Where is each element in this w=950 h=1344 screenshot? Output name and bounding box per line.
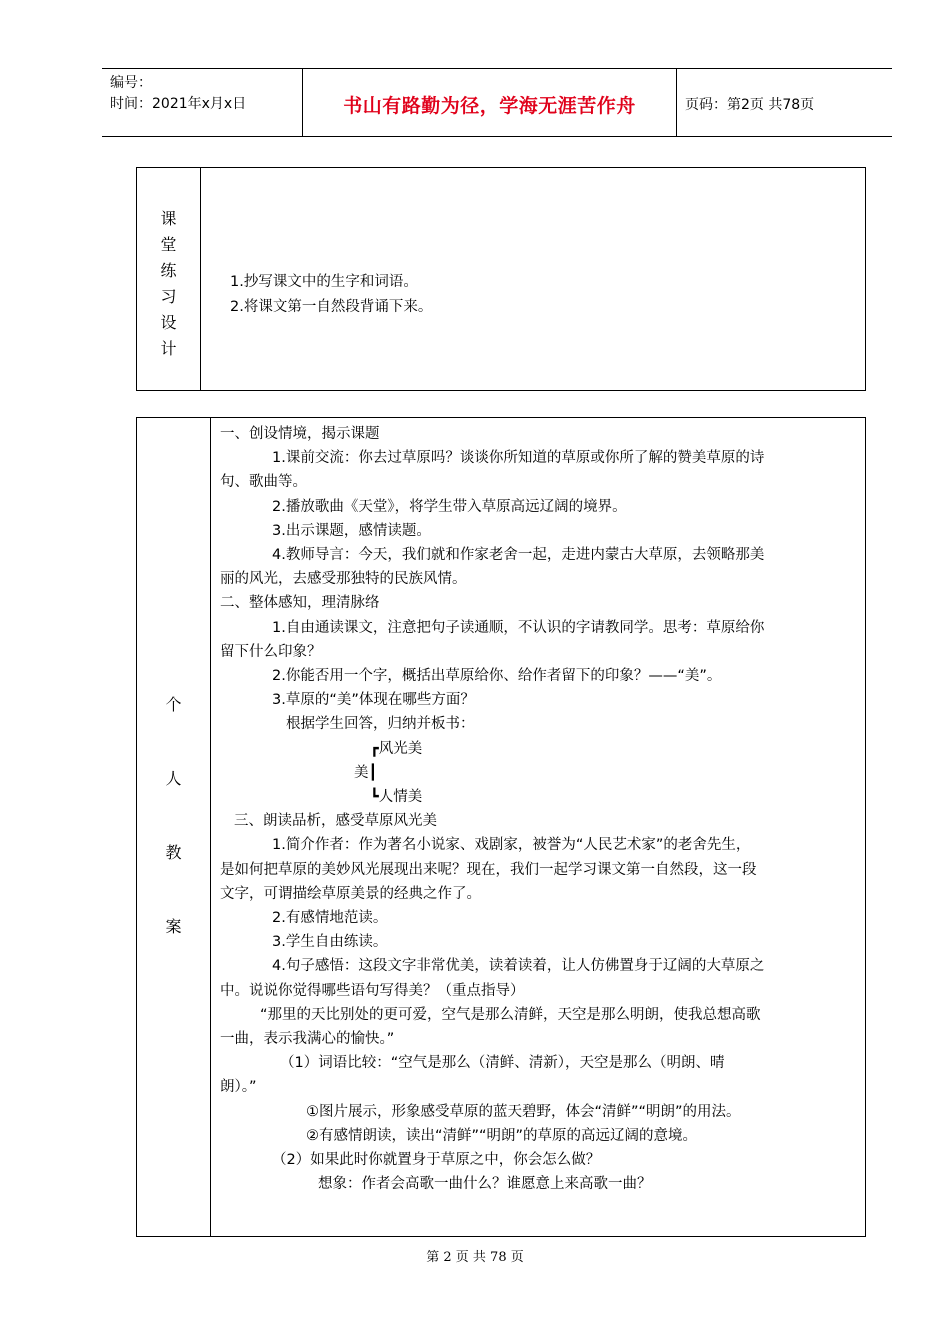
label-char: 习 <box>160 287 177 306</box>
column-divider <box>200 168 201 390</box>
label-char: 练 <box>160 261 177 280</box>
paragraph: 2.播放歌曲《天堂》，将学生带入草原高远辽阔的境界。 <box>272 498 627 515</box>
header-divider <box>676 69 677 136</box>
paragraph: 文字，可谓描绘草原美景的经典之作了。 <box>220 885 481 902</box>
paragraph: 1.课前交流：你去过草原吗？谈谈你所知道的草原或你所了解的赞美草原的诗 <box>272 450 765 467</box>
section-title: 一、创设情境，揭示课题 <box>220 426 380 442</box>
paragraph: 想象：作者会高歌一曲什么？谁愿意上来高歌一曲？ <box>318 1176 652 1193</box>
paragraph: 1.简介作者：作为著名小说家、戏剧家，被誉为“人民艺术家”的老舍先生， <box>272 837 751 854</box>
paragraph: 留下什么印象？ <box>220 643 322 660</box>
label-char: 设 <box>160 313 177 332</box>
paragraph: 句、歌曲等。 <box>220 474 307 491</box>
label-char: 个 <box>165 695 182 714</box>
paragraph: 2.你能否用一个字，概括出草原给你、给作者留下的印象？——“美”。 <box>272 668 722 685</box>
lesson-label <box>137 668 210 964</box>
board-diagram-top <box>220 737 860 761</box>
practice-item: 2.将课文第一自然段背诵下来。 <box>230 299 433 315</box>
label-char: 堂 <box>160 235 177 254</box>
header-meta <box>110 73 246 115</box>
paragraph: 4.句子感悟：这段文字非常优美，读着读着，让人仿佛置身于辽阔的大草原之 <box>272 958 765 975</box>
label-char: 课 <box>160 209 177 228</box>
practice-item: 1.抄写课文中的生字和词语。 <box>230 274 418 290</box>
paragraph: 是如何把草原的美妙风光展现出来呢？现在，我们一起学习课文第一自然段，这一段 <box>220 861 757 878</box>
label-char: 人 <box>165 769 182 788</box>
paragraph: 1.自由通读课文，注意把句子读通顺，不认识的字请教同学。思考：草原给你 <box>272 619 765 636</box>
number-label: 编号： <box>110 75 152 91</box>
page-header <box>102 68 892 137</box>
paragraph: 丽的风光，去感受那独特的民族风情。 <box>220 571 467 588</box>
paragraph: 根据学生回答，归纳并板书： <box>286 716 475 733</box>
lesson-content <box>220 422 860 1196</box>
page-footer: 第 2 页 共 78 页 <box>426 1250 524 1265</box>
paragraph: 3.学生自由练读。 <box>272 934 388 951</box>
section-title: 三、朗读品析，感受草原风光美 <box>234 813 437 830</box>
practice-items <box>230 270 432 320</box>
paragraph: 4.教师导言：今天，我们就和作家老舍一起，走进内蒙古大草原，去领略那美 <box>272 547 765 564</box>
board-text: ┗人情美 <box>370 789 423 806</box>
paragraph: ①图片展示，形象感受草原的蓝天碧野，体会“清鲜”“明朗”的用法。 <box>306 1103 741 1120</box>
paragraph: 2.有感情地范读。 <box>272 910 388 927</box>
paragraph: 3.出示课题，感情读题。 <box>272 522 431 539</box>
label-char: 教 <box>165 843 182 862</box>
board-text: 美┃ <box>354 764 378 781</box>
paragraph: 朗）。” <box>220 1079 257 1096</box>
header-motto: 书山有路勤为径，学海无涯苦作舟 <box>343 95 636 117</box>
header-page-code: 页码：第2页 共78页 <box>685 97 815 113</box>
section-title: 二、整体感知，理清脉络 <box>220 595 380 612</box>
paragraph: 中。说说你觉得哪些语句写得美？（重点指导） <box>220 982 525 999</box>
quote: “那里的天比别处的更可爱，空气是那么清鲜，天空是那么明朗，使我总想高歌 <box>260 1006 761 1023</box>
quote: 一曲，表示我满心的愉快。” <box>220 1031 395 1048</box>
practice-label <box>137 206 200 362</box>
label-char: 计 <box>160 339 177 358</box>
paragraph: （1）词语比较：“空气是那么（清鲜、清新），天空是那么（明朗、晴 <box>280 1055 725 1072</box>
time-label: 时间：2021年x月x日 <box>110 96 247 112</box>
label-char: 案 <box>165 917 182 936</box>
paragraph: 3.草原的“美”体现在哪些方面？ <box>272 692 475 709</box>
board-diagram-bottom <box>220 785 860 809</box>
paragraph: （2）如果此时你就置身于草原之中，你会怎么做？ <box>272 1152 601 1169</box>
column-divider <box>210 418 211 1236</box>
paragraph: ②有感情朗读，读出“清鲜”“明朗”的草原的高远辽阔的意境。 <box>306 1127 698 1144</box>
board-diagram-middle <box>220 761 860 785</box>
board-text: ┏风光美 <box>370 740 423 757</box>
